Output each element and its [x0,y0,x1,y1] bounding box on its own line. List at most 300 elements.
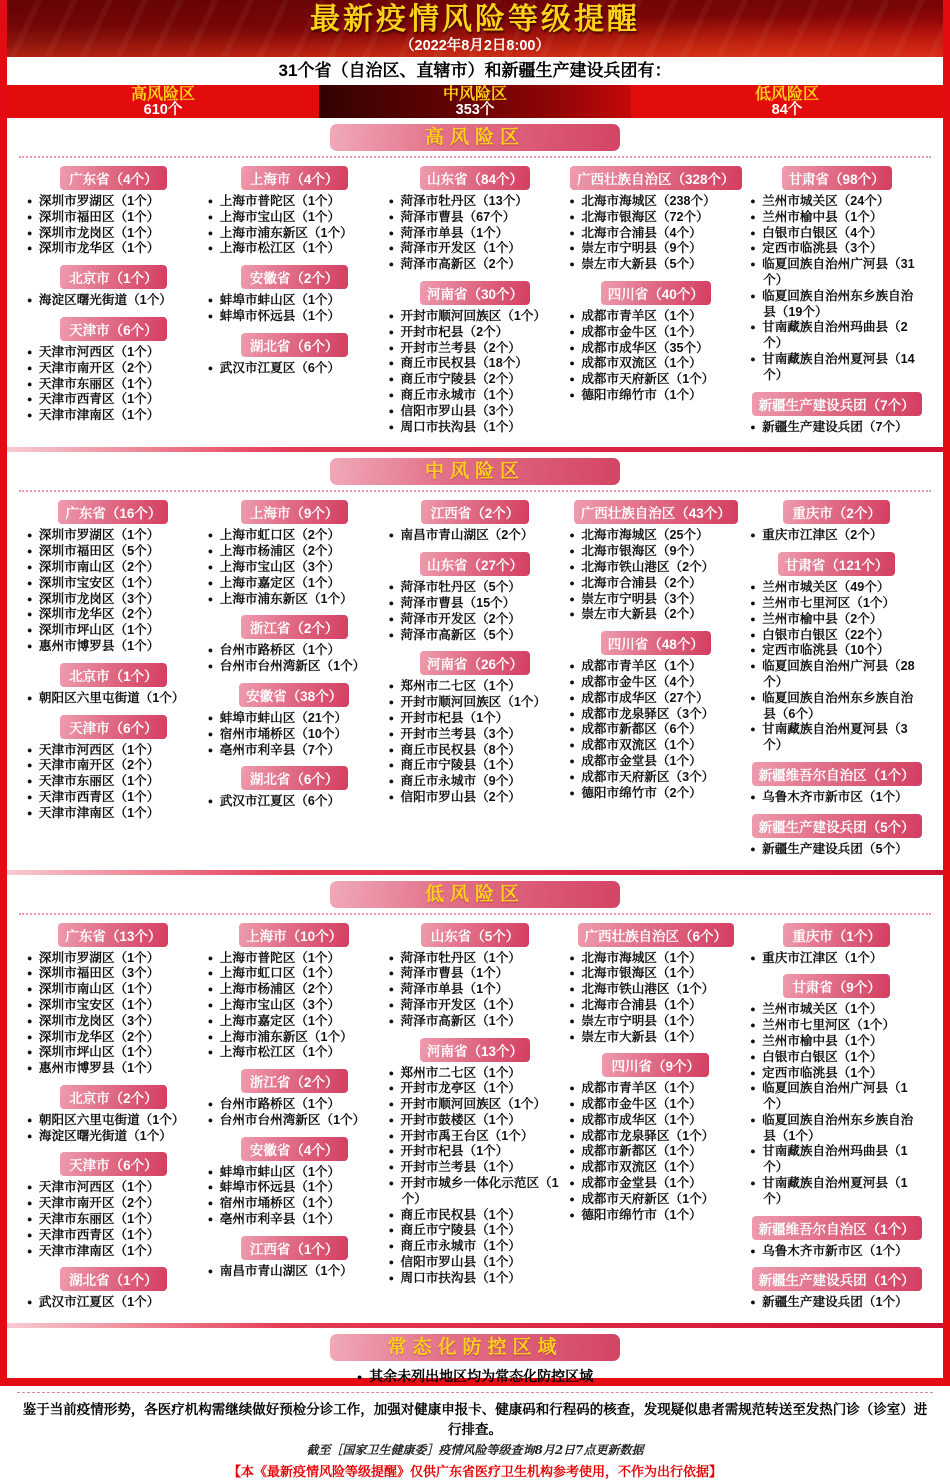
province-group [569,281,742,404]
region-item: ● 周口市扶沟县（1个） [388,1270,521,1285]
region-item: ● 深圳市南山区（1个） [27,982,160,997]
bullet-icon: ● [569,1178,575,1189]
province-header: 山东省（84个） [420,166,530,190]
bullet-icon: ● [569,724,575,735]
region-item: ● 台州市路桥区（1个） [207,1097,341,1112]
region-item: ● 兰州市榆中县（1个） [750,1033,883,1048]
stat-low-count: 84个 [771,101,803,118]
region-list [208,1165,381,1228]
bullet-icon: ● [27,1015,33,1026]
bullet-icon: ● [569,374,575,385]
province-group [389,1038,562,1287]
region-list [750,194,923,384]
province-group [750,974,923,1207]
region-item: ● 天津市津南区（1个） [27,408,160,423]
province-group [750,500,923,544]
province-header: 四川省（48个） [601,631,711,655]
province-group [389,923,562,1030]
bullet-icon: ● [207,999,214,1010]
region-item: ● 菏泽市高新区（1个） [388,1013,521,1028]
region-item: ● 天津市东丽区（1个） [27,1212,160,1227]
bullet-icon: ● [388,1257,395,1268]
stat-mid-risk [319,85,631,118]
bullet-icon: ● [569,243,575,254]
section-column-5 [750,164,923,443]
region-item: ● 成都市成华区（1个） [569,1112,702,1127]
region-item: ● 定西市临洮县（10个） [750,643,890,658]
province-header: 甘肃省（9个） [783,974,890,998]
bullet-icon: ● [388,211,395,222]
bullet-icon: ● [388,1067,395,1078]
province-group [208,500,381,607]
bullet-icon: ● [569,310,575,321]
bullet-icon: ● [569,211,575,222]
region-item: ● 成都市天府新区（3个） [569,769,715,784]
region-list [27,743,200,822]
province-header: 新疆生产建设兵团（7个） [752,392,922,416]
bullet-icon: ● [569,358,575,369]
bullet-icon: ● [750,530,756,541]
province-header: 天津市（6个） [60,715,167,739]
bullet-icon: ● [388,342,395,353]
region-item: ● 重庆市江津区（1个） [750,950,883,965]
risk-section-mid [7,458,943,867]
province-header: 四川省（9个） [602,1053,709,1077]
section-body-high [19,156,931,445]
region-item: ● 菏泽市开发区（1个） [388,997,521,1012]
region-item: ● 天津市河西区（1个） [27,742,160,757]
province-header: 新疆维吾尔自治区（1个） [752,1216,922,1240]
region-item: ● 深圳市罗湖区（1个） [27,194,160,208]
province-group [750,923,923,967]
province-group [389,500,562,544]
province-header: 安徽省（4个） [241,1137,348,1161]
bullet-icon: ● [388,310,395,321]
region-item: ● 菏泽市曹县（67个） [388,209,516,224]
bullet-icon: ● [388,530,395,541]
bullet-icon: ● [27,211,33,222]
bullet-icon: ● [27,640,33,651]
region-item: ● 上海市普陀区（1个） [207,950,341,965]
bullet-icon: ● [27,807,33,818]
bullet-icon: ● [750,1178,756,1189]
region-item: ● 开封市禹王台区（1个） [388,1128,534,1143]
province-header: 重庆市（2个） [783,500,890,524]
bullet-icon: ● [569,259,575,270]
bullet-icon: ● [388,1178,395,1189]
region-list [208,951,381,1062]
bullet-icon: ● [27,1229,33,1240]
region-item: ● 新疆生产建设兵团（7个） [750,419,908,434]
bullet-icon: ● [207,211,214,222]
region-item: ● 朝阳区六里屯街道（1个） [27,1112,185,1127]
bullet-icon: ● [569,227,575,238]
bullet-icon: ● [388,1015,395,1026]
bullet-icon: ● [750,645,756,656]
region-item: ● 台州市台州湾新区（1个） [207,659,366,674]
region-item: ● 台州市台州湾新区（1个） [207,1112,366,1127]
region-item: ● 德阳市绵竹市（2个） [569,785,702,800]
bullet-icon: ● [388,196,395,206]
province-group [208,683,381,758]
region-item: ● 成都市成华区（35个） [569,340,709,355]
bullet-icon: ● [27,378,33,389]
region-item: ● 朝阳区六里屯街道（1个） [27,690,185,705]
province-header: 安徽省（2个） [241,265,348,289]
stat-high-count: 610个 [143,101,183,118]
section-column-1 [27,498,200,829]
bullet-icon: ● [27,530,33,541]
bullet-icon: ● [388,791,395,802]
bullet-icon: ● [569,1162,575,1173]
bullet-icon: ● [750,661,756,672]
bullet-icon: ● [750,629,756,640]
region-item: ● 德阳市绵竹市（1个） [569,1207,702,1222]
region-item: ● 深圳市龙岗区（1个） [27,225,160,240]
bullet-icon: ● [750,582,756,593]
province-header: 山东省（27个） [420,552,530,576]
bullet-icon: ● [569,577,575,588]
bullet-icon: ● [750,421,756,432]
region-list [750,951,923,967]
region-item: ● 北海市海城区（1个） [569,950,702,965]
bullet-icon: ● [569,984,575,995]
region-list [27,345,200,424]
bullet-icon: ● [27,1063,33,1074]
region-item: ● 成都市金堂县（1个） [569,1176,702,1191]
province-header: 广东省（4个） [60,166,167,190]
region-list [208,794,381,810]
region-item: ● 深圳市福田区（5个） [27,544,160,559]
bullet-icon: ● [388,1162,395,1173]
region-item: ● 深圳市南山区（2个） [27,559,160,574]
province-group [208,166,381,257]
region-item: ● 惠州市博罗县（1个） [27,1061,160,1076]
bullet-icon: ● [27,346,33,357]
bullet-icon: ● [27,625,33,636]
bullet-icon: ● [388,712,395,723]
bullet-icon: ● [388,629,395,640]
bullet-icon: ● [569,1099,575,1110]
region-list [208,1097,381,1129]
region-item: ● 临夏回族自治州东乡族自治县（1个） [750,1112,914,1143]
region-item: ● 天津市西青区（1个） [27,1227,160,1242]
province-group [27,265,200,309]
province-header: 广东省（13个） [58,923,168,947]
bullet-icon: ● [27,760,33,771]
region-item: ● 兰州市榆中县（2个） [750,611,883,626]
province-header: 天津市（6个） [60,1152,167,1176]
bullet-icon: ● [569,1146,575,1157]
region-item: ● 兰州市城关区（24个） [750,194,890,208]
bullet-icon: ● [750,353,756,364]
bullet-icon: ● [750,613,756,624]
bullet-icon: ● [207,661,214,672]
province-header: 广西壮族自治区（328个） [570,166,742,190]
region-item: ● 定西市临洮县（3个） [750,241,883,256]
section-body-low [19,913,931,1322]
section-column-4 [569,164,742,412]
bullet-icon: ● [27,968,33,979]
region-item: ● 新疆生产建设兵团（5个） [750,841,908,856]
bullet-icon: ● [569,755,575,766]
bullet-icon: ● [388,389,395,400]
bullet-icon: ● [569,1193,575,1204]
region-list [569,659,742,801]
region-list [389,309,562,435]
bullet-icon: ● [569,389,575,400]
region-item: ● 蚌埠市蚌山区（1个） [207,293,341,308]
section-separator [7,870,943,875]
region-item: ● 德阳市绵竹市（1个） [569,387,702,402]
region-list [27,1295,200,1311]
normal-note-text: 其余未列出地区均为常态化防控区域 [369,1368,594,1385]
bullet-icon: ● [27,394,33,405]
region-list [208,711,381,758]
bullet-icon: ● [569,740,575,751]
region-item: ● 成都市青羊区（1个） [569,659,702,674]
region-item: ● 蚌埠市怀远县（1个） [207,1180,341,1195]
region-item: ● 深圳市龙岗区（3个） [27,591,160,606]
region-item: ● 成都市双流区（1个） [569,1160,702,1175]
normal-section-banner: 常态化防控区域 [330,1334,620,1361]
subtitle-text: 31个省（自治区、直辖市）和新疆生产建设兵团有： [278,61,672,80]
region-item: ● 成都市新都区（1个） [569,1144,702,1159]
region-item: ● 深圳市龙华区（2个） [27,1029,160,1044]
region-item: ● 菏泽市曹县（15个） [388,595,516,610]
region-item: ● 重庆市江津区（2个） [750,528,883,543]
province-header: 广东省（16个） [58,500,168,524]
bullet-icon: ● [388,227,395,238]
bullet-icon: ● [27,999,33,1010]
bullet-icon: ● [388,681,395,692]
region-item: ● 崇左市宁明县（1个） [569,1013,702,1028]
bullet-icon: ● [569,609,575,620]
region-item: ● 甘南藏族自治州玛曲县（1个） [750,1144,908,1175]
province-group [569,631,742,801]
region-item: ● 天津市西青区（1个） [27,789,160,804]
region-list [208,194,381,257]
region-item: ● 深圳市宝安区（1个） [27,997,160,1012]
region-item: ● 临夏回族自治州广河县（31个） [750,257,915,287]
region-item: ● 深圳市福田区（1个） [27,209,160,224]
province-group [208,1236,381,1280]
bullet-icon: ● [207,796,214,807]
bullet-icon: ● [388,1114,395,1125]
region-item: ● 菏泽市牡丹区（1个） [388,950,521,965]
region-item: ● 海淀区曙光街道（1个） [27,293,172,308]
bullet-icon: ● [569,561,575,572]
region-item: ● 开封市顺河回族区（1个） [388,308,547,323]
region-item: ● 郑州市二七区（1个） [388,679,521,694]
region-item: ● 开封市顺河回族区（1个） [388,1097,547,1112]
province-group [569,923,742,1046]
region-list [750,580,923,754]
region-item: ● 深圳市龙华区（2个） [27,607,160,622]
bullet-icon: ● [27,791,33,802]
region-item: ● 海淀区曙光街道（1个） [27,1128,172,1143]
normal-prevention-section [7,1334,943,1386]
region-item: ● 甘南藏族自治州夏河县（3个） [750,722,908,753]
bullet-icon: ● [750,259,756,270]
region-item: ● 成都市青羊区（1个） [569,308,702,323]
section-body-mid [19,490,931,867]
bullet-icon: ● [388,1225,395,1236]
province-header: 河南省（26个） [420,651,530,675]
region-list [208,1264,381,1280]
region-item: ● 北海市合浦县（2个） [569,575,702,590]
region-item: ● 上海市松江区（1个） [207,1045,341,1060]
section-column-3 [389,498,562,813]
bullet-icon: ● [388,613,395,624]
province-group [208,1069,381,1129]
region-item: ● 北海市银海区（1个） [569,966,702,981]
section-column-5 [750,921,923,1320]
province-header: 上海市（10个） [239,923,349,947]
region-item: ● 成都市龙泉驿区（3个） [569,706,715,721]
bullet-icon: ● [207,1047,214,1058]
bullet-icon: ● [750,196,756,206]
bullet-icon: ● [388,984,395,995]
province-header: 上海市（9个） [241,500,348,524]
region-list [389,194,562,273]
bullet-icon: ● [207,1166,214,1177]
bullet-icon: ● [569,1130,575,1141]
bullet-icon: ● [356,1372,363,1383]
region-item: ● 兰州市城关区（49个） [750,580,890,595]
region-item: ● 蚌埠市怀远县（1个） [207,308,341,323]
region-list [27,691,200,707]
bullet-icon: ● [569,593,575,604]
bullet-icon: ● [388,1099,395,1110]
province-header: 浙江省（2个） [241,615,348,639]
bullet-icon: ● [27,1114,33,1125]
region-item: ● 崇左市大新县（1个） [569,1029,702,1044]
bullet-icon: ● [388,999,395,1010]
region-item: ● 开封市兰考县（1个） [388,1160,521,1175]
bullet-icon: ● [207,593,214,604]
region-item: ● 台州市路桥区（1个） [207,643,341,658]
bullet-icon: ● [388,760,395,771]
province-header: 安徽省（38个） [239,683,349,707]
bullet-icon: ● [207,530,214,541]
footer-disclaimer-line: 【本《最新疫情风险等级提醒》仅供广东省医疗卫生机构参考使用，不作为出行依据】 [227,1464,722,1480]
province-header: 浙江省（2个） [241,1069,348,1093]
region-item: ● 成都市龙泉驿区（1个） [569,1128,715,1143]
bullet-icon: ● [388,243,395,254]
bullet-icon: ● [388,776,395,787]
region-item: ● 深圳市宝安区（1个） [27,575,160,590]
bullet-icon: ● [207,561,214,572]
section-column-5 [750,498,923,865]
region-item: ● 天津市河西区（1个） [27,1180,160,1195]
region-item: ● 宿州市埇桥区（1个） [207,1196,341,1211]
region-item: ● 天津市东丽区（1个） [27,376,160,391]
province-group [27,1267,200,1311]
region-item: ● 菏泽市高新区（5个） [388,627,521,642]
region-item: ● 开封市兰考县（3个） [388,726,521,741]
region-item: ● 临夏回族自治州广河县（28个） [750,659,915,689]
bullet-icon: ● [207,1114,214,1125]
bullet-icon: ● [388,374,395,385]
region-item: ● 菏泽市单县（1个） [388,225,509,240]
bullet-icon: ● [27,984,33,995]
region-item: ● 天津市南开区（2个） [27,758,160,773]
region-item: ● 商丘市永城市（1个） [388,387,521,402]
region-list [208,293,381,325]
region-item: ● 天津市西青区（1个） [27,392,160,407]
region-item: ● 开封市龙亭区（1个） [388,1081,521,1096]
section-column-2 [208,164,381,385]
bullet-icon: ● [569,787,575,798]
region-item: ● 上海市浦东新区（1个） [207,591,353,606]
bullet-icon: ● [750,290,756,301]
province-group [208,265,381,325]
bullet-icon: ● [569,196,575,206]
province-header: 上海市（4个） [241,166,348,190]
bullet-icon: ● [569,1031,575,1042]
region-item: ● 兰州市七里河区（1个） [750,1018,896,1033]
region-list [208,643,381,675]
bullet-icon: ● [207,645,214,656]
province-header: 甘肃省（98个） [782,166,892,190]
region-item: ● 信阳市罗山县（3个） [388,403,521,418]
province-header: 新疆生产建设兵团（1个） [752,1267,922,1291]
region-item: ● 开封市鼓楼区（1个） [388,1112,521,1127]
region-item: ● 上海市嘉定区（1个） [207,575,341,590]
province-group [389,281,562,435]
province-group [569,166,742,273]
region-item: ● 深圳市罗湖区（1个） [27,528,160,543]
region-item: ● 菏泽市牡丹区（13个） [388,194,528,208]
region-item: ● 兰州市城关区（1个） [750,1002,883,1017]
province-header: 天津市（6个） [60,317,167,341]
region-item: ● 开封市兰考县（2个） [388,340,521,355]
region-item: ● 崇左市宁明县（3个） [569,591,702,606]
bullet-icon: ● [750,243,756,254]
province-header: 新疆维吾尔自治区（1个） [752,762,922,786]
region-item: ● 商丘市永城市（9个） [388,774,521,789]
bullet-icon: ● [750,1114,756,1125]
province-header: 甘肃省（121个） [778,552,896,576]
bullet-icon: ● [207,952,214,963]
bullet-icon: ● [569,952,575,963]
region-item: ● 武汉市江夏区（1个） [27,1295,160,1310]
province-group [208,923,381,1062]
region-item: ● 周口市扶沟县（1个） [388,419,521,434]
bullet-icon: ● [569,999,575,1010]
region-item: ● 成都市金牛区（1个） [569,1097,702,1112]
region-item: ● 乌鲁木齐市新市区（1个） [750,1243,908,1258]
region-list [27,194,200,257]
stat-mid-count: 353个 [455,101,495,118]
section-separator [7,1323,943,1328]
bullet-icon: ● [750,1245,756,1256]
bullet-icon: ● [388,1241,395,1252]
region-item: ● 郑州市二七区（1个） [388,1065,521,1080]
bullet-icon: ● [569,1083,575,1094]
province-header: 广西壮族自治区（43个） [574,500,738,524]
bullet-icon: ● [27,196,33,206]
bullet-icon: ● [569,1114,575,1125]
region-list [569,194,742,273]
province-header: 河南省（13个） [420,1038,530,1062]
bullet-icon: ● [569,546,575,557]
province-group [750,814,923,858]
bullet-icon: ● [27,776,33,787]
bullet-icon: ● [27,1297,33,1308]
bullet-icon: ● [388,744,395,755]
